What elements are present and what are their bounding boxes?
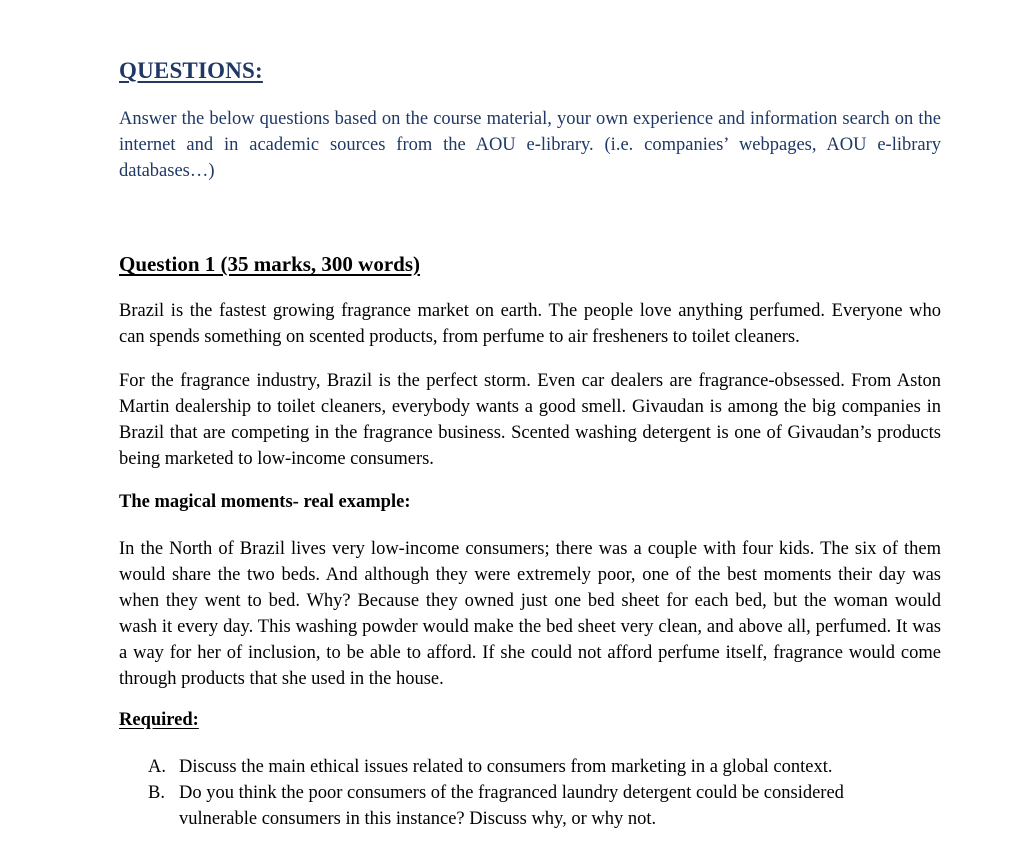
question-1-heading: Question 1 (35 marks, 300 words): [119, 252, 421, 276]
question-1-paragraph-1: Brazil is the fastest growing fragrance market on earth. The people love anything perfumed. Everyone who can spends something on scented products, from perfume to air fresheners to toilet cleaners.: [119, 301, 941, 347]
required-item-a: [148, 754, 908, 780]
question-1-paragraph-2: For the fragrance industry, Brazil is the perfect storm. Even car dealers are fragrance-obsessed. From Aston Martin dealership to toilet cleaners, everybody wants a good smell. Givaudan is among the big companies in Brazil that are competing in the fragrance business. Scented washing detergent is one of Givaudan’s products being marketed to low-income consumers.: [119, 371, 941, 469]
required-list: [148, 754, 908, 832]
question-1-paragraph-3: In the North of Brazil lives very low-income consumers; there was a couple with four kids. The six of them would share the two beds. And although they were extremely poor, one of the best moments their day was when they went to bed. Why? Because they owned just one bed sheet for each bed, but the woman would wash it every day. This washing powder would make the bed sheet very clean, and above all, perfumed. It was a way for her of inclusion, to be able to afford. If she could not afford perfume itself, fragrance would come through products that she used in the house.: [119, 539, 941, 689]
required-item-letter: A.: [148, 757, 166, 777]
required-item-text: Discuss the main ethical issues related to consumers from marketing in a global context.: [179, 757, 833, 777]
required-item-b: [148, 780, 908, 832]
intro-paragraph: Answer the below questions based on the course material, your own experience and information search on the internet and in academic sources from the AOU e-library. (i.e. companies’ webpages, AOU e-library databases…): [119, 109, 941, 181]
required-item-letter: B.: [148, 783, 165, 803]
questions-heading: QUESTIONS:: [119, 58, 263, 83]
required-label: Required:: [119, 710, 199, 730]
required-item-text: Do you think the poor consumers of the fragranced laundry detergent could be considered vulnerable consumers in this instance? Discuss why, or why not.: [179, 783, 844, 829]
magical-moments-subheading: The magical moments- real example:: [119, 492, 411, 512]
